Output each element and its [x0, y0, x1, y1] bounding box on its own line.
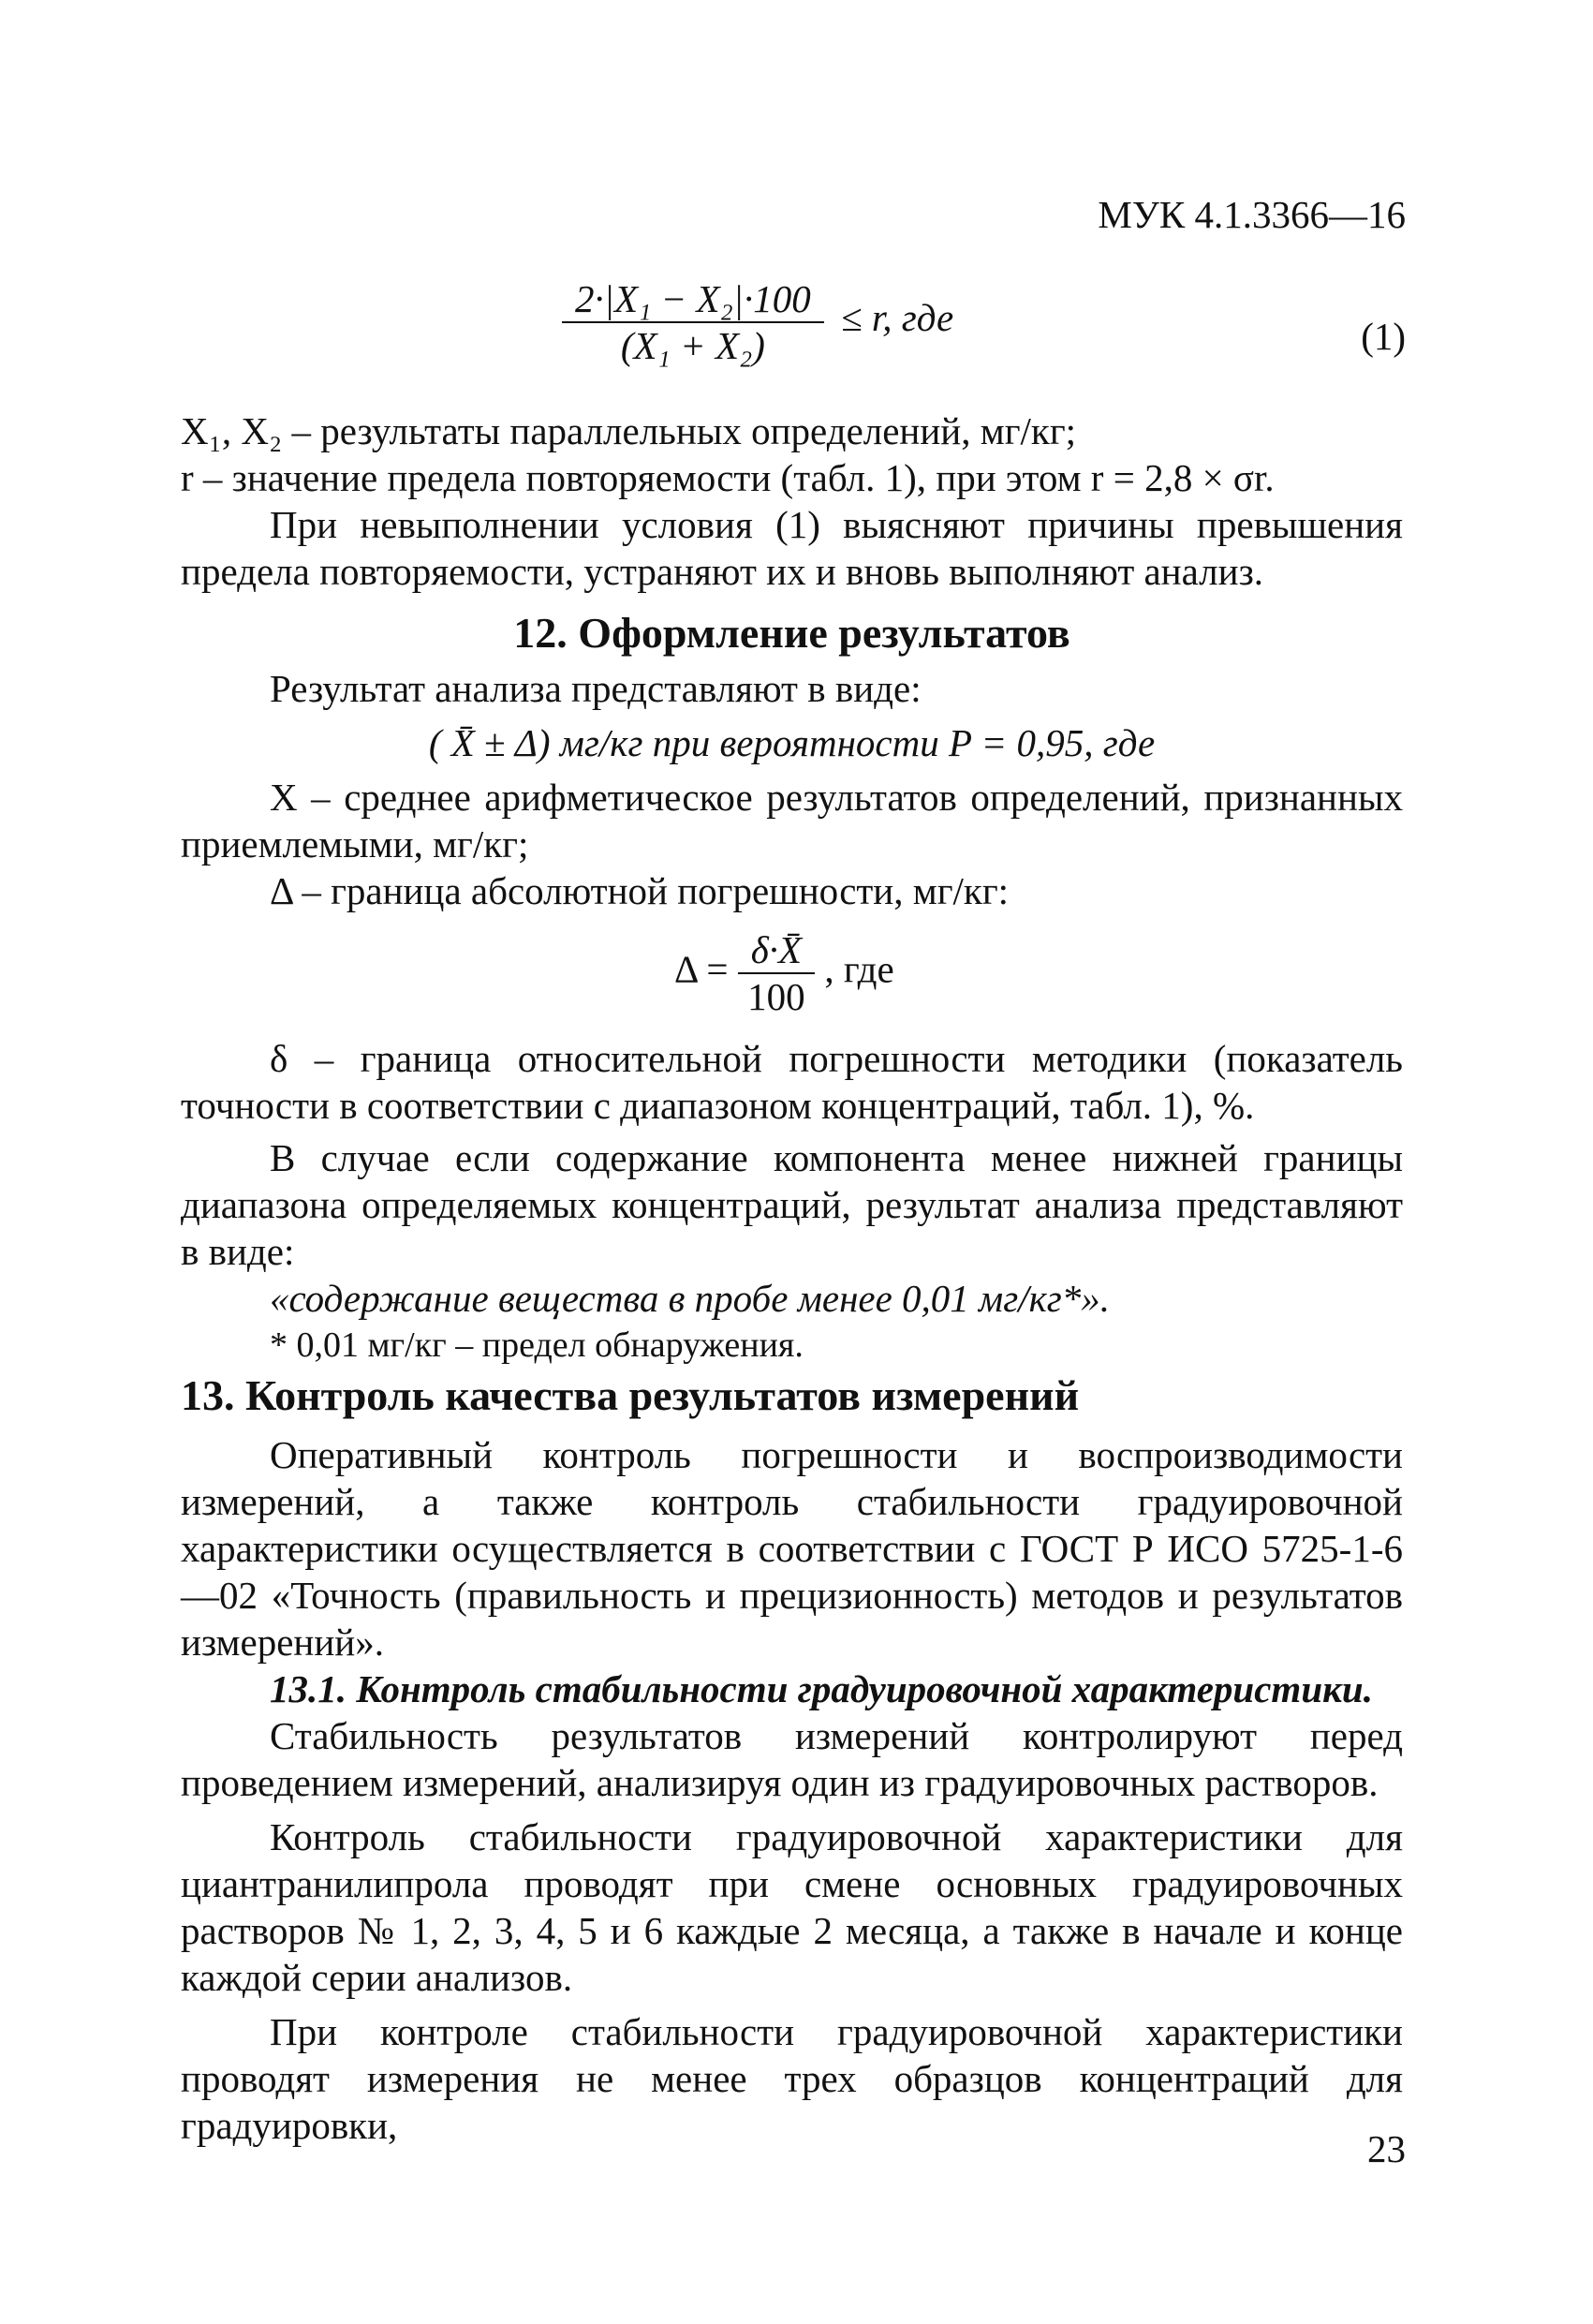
- formula-1-number: (1): [1361, 315, 1406, 358]
- result-form: ( X̄ ± Δ) мг/кг при вероятности P = 0,95, где: [428, 721, 1156, 764]
- section-12: [181, 607, 1403, 914]
- page-number: 23: [1367, 2127, 1406, 2170]
- section-13-title: 13. Контроль качества результатов измерений: [181, 1371, 1080, 1419]
- formula-delta-denominator: 100: [747, 975, 805, 1018]
- section-13-paragraph-1: Оперативный контроль погрешности и воспроизводимости измерений, а также контроль стабильности градуировочной характеристики осуществляется в соответствии с ГОСТ Р ИСО 5725-1-6—02 «Точность (правильность и прецизионность) методов и результатов измерений».: [181, 1433, 1403, 1664]
- formula-delta-tail: , где: [824, 947, 894, 991]
- definition-r: r – значение предела повторяемости (табл. 1), при этом r = 2,8 × σr.: [181, 456, 1275, 499]
- formula-1-fraction: [562, 276, 824, 368]
- definition-x-mean: X – среднее арифметическое результатов определений, признанных приемлемыми, мг/кг;: [181, 776, 1403, 866]
- section-13-paragraph-4: При контроле стабильности градуировочной характеристики проводят измерения не менее трех образцов концентраций для градуировки,: [181, 2010, 1403, 2147]
- section-13-paragraph-3: Контроль стабильности градуировочной характеристики для циантранилипрола проводят при смене основных градуировочных растворов № 1, 2, 3, 4, 5 и 6 каждые 2 месяца, а также в начале и конце каждой серии анализов.: [181, 1815, 1403, 1999]
- formula-delta-numerator: δ·X̄: [738, 927, 815, 974]
- formula-delta-lhs: Δ =: [674, 947, 729, 991]
- formula-delta: [674, 927, 894, 1019]
- definition-x1-x2: X₁, X₂ – результаты параллельных определений, мг/кг;: [181, 409, 1077, 452]
- footnote-detection-limit: * 0,01 мг/кг – предел обнаружения.: [270, 1325, 804, 1365]
- section-13: [181, 1369, 1403, 2149]
- low-concentration-quote: «содержание вещества в пробе менее 0,01 мг/кг*».: [270, 1277, 1111, 1320]
- definitions-1: [181, 407, 1403, 595]
- section-12-continued: [181, 1035, 1403, 1369]
- section-13-paragraph-2: Стабильность результатов измерений контролируют перед проведением измерений, анализируя один из градуировочных растворов.: [181, 1714, 1403, 1804]
- formula-1-numerator: 2·|X₁ − X₂|·100: [562, 276, 824, 323]
- formula-1-relation: ≤ r, где: [841, 296, 954, 340]
- section-12-title: 12. Оформление результатов: [513, 609, 1070, 657]
- formula-1: [562, 276, 953, 368]
- formula-1-denominator: (X₁ + X₂): [620, 324, 765, 367]
- formula-delta-fraction: [738, 927, 815, 1019]
- low-concentration-case: В случае если содержание компонента менее нижней границы диапазона определяемых концентраций, результат анализа представляют в виде:: [181, 1136, 1403, 1273]
- definition-delta: Δ – граница абсолютной погрешности, мг/кг:: [270, 869, 1010, 912]
- section-12-intro: Результат анализа представляют в виде:: [270, 667, 922, 710]
- paragraph-repeatability: При невыполнении условия (1) выясняют причины превышения предела повторяемости, устраняют их и вновь выполняют анализ.: [181, 503, 1403, 593]
- document-code: МУК 4.1.3366—16: [1098, 193, 1406, 236]
- subsection-13-1-title: 13.1. Контроль стабильности градуировочной характеристики.: [270, 1667, 1373, 1710]
- definition-delta-relative: δ – граница относительной погрешности методики (показатель точности в соответствии с диапазоном концентраций, табл. 1), %.: [181, 1037, 1403, 1127]
